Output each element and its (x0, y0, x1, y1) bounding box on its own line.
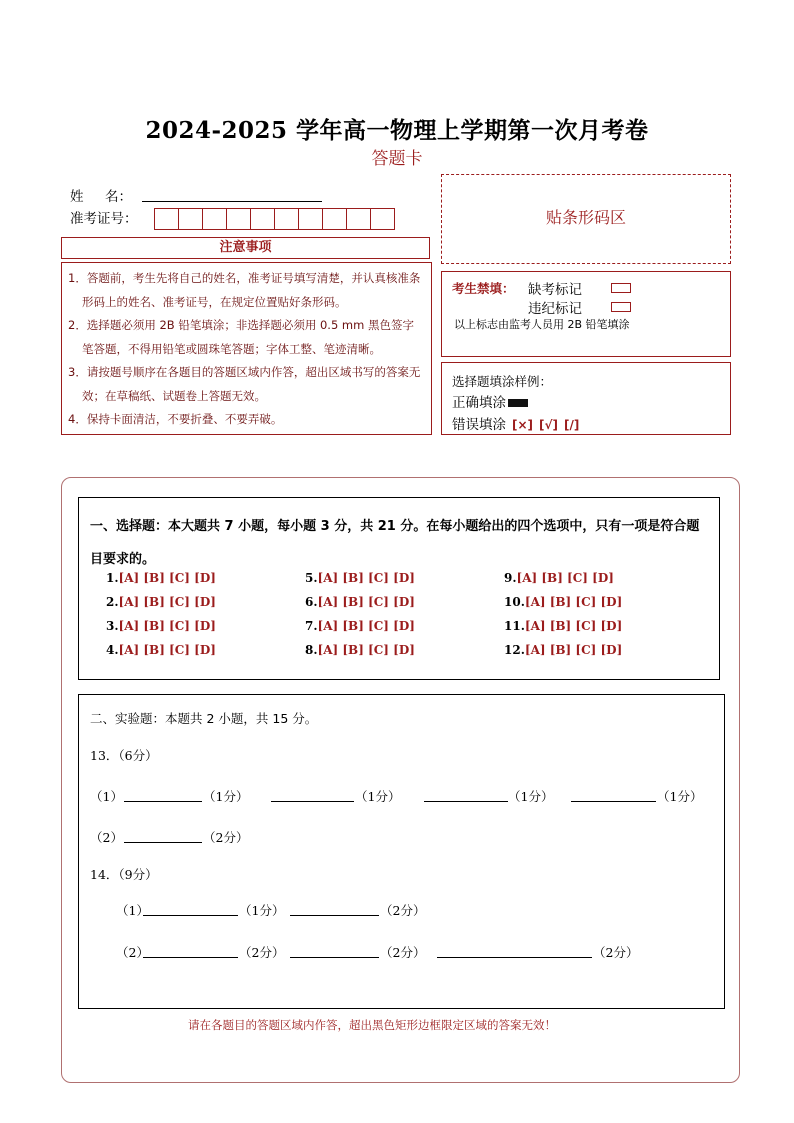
footer-warning: 请在各题目的答题区域内作答，超出黑色矩形边框限定区域的答案无效！ (188, 1018, 556, 1032)
violation-mark-label: 违纪标记 (528, 301, 582, 317)
multiple-choice-section (78, 497, 720, 680)
wrong-mark: [√] (539, 418, 559, 432)
examiner-only-box (441, 271, 731, 357)
correct-fill-label: 正确填涂 (452, 395, 506, 411)
points-label: （1分） (508, 789, 554, 804)
choice-row[interactable]: 8.[A] [B] [C] [D] (305, 643, 415, 657)
choice-row[interactable]: 12.[A] [B] [C] [D] (504, 643, 623, 657)
choice-row[interactable]: 7.[A] [B] [C] [D] (305, 619, 415, 633)
id-label: 准考证号： (70, 211, 138, 227)
choice-row[interactable]: 5.[A] [B] [C] [D] (305, 571, 415, 585)
notice-item: 4．保持卡面清洁，不要折叠、不要弄破。 (68, 412, 283, 426)
wrong-mark: [/] (564, 418, 580, 432)
points-label: （1分） (203, 789, 249, 804)
choice-row[interactable]: 3.[A] [B] [C] [D] (106, 619, 216, 633)
answer-blank[interactable] (437, 957, 592, 958)
choice-row[interactable]: 4.[A] [B] [C] [D] (106, 643, 216, 657)
notice-item: 2．选择题必须用 2B 铅笔填涂；非选择题必须用 0.5 mm 黑色签字笔答题，不得用铅笔或圆珠笔答题；字体工整、笔迹清晰。 (68, 318, 414, 356)
choice-row[interactable]: 10.[A] [B] [C] [D] (504, 595, 623, 609)
points-label: （2分） (380, 903, 426, 918)
id-digit-box[interactable] (250, 208, 275, 230)
section1-heading: 一、选择题：本大题共 7 小题，每小题 3 分，共 21 分。在每小题给出的四个选项中，只有一项是符合题目要求的。 (90, 519, 700, 567)
choice-row[interactable]: 9.[A] [B] [C] [D] (504, 571, 614, 585)
choice-row[interactable]: 2.[A] [B] [C] [D] (106, 595, 216, 609)
question-14-label: 14．（9分） (90, 867, 158, 882)
id-digit-box[interactable] (370, 208, 395, 230)
name-label: 姓 名： (70, 189, 132, 205)
section2-heading: 二、实验题：本题共 2 小题，共 15 分。 (90, 711, 318, 726)
question-13-label: 13．（6分） (90, 748, 158, 763)
points-label: （1分） (657, 789, 703, 804)
notice-item: 3．请按题号顺序在各题目的答题区域内作答，超出区域书写的答案无效；在草稿纸、试题卷上答题无效。 (68, 365, 421, 403)
points-label: （2分） (203, 830, 249, 845)
id-digit-box[interactable] (226, 208, 251, 230)
answer-blank[interactable] (124, 801, 202, 802)
fill-sample-box (441, 362, 731, 435)
id-digit-box[interactable] (178, 208, 203, 230)
absent-mark-box[interactable] (611, 283, 631, 293)
barcode-area: 贴条形码区 (441, 174, 731, 264)
page-title: 2024-2025 学年高一物理上学期第一次月考卷 (145, 117, 649, 144)
choice-row[interactable]: 6.[A] [B] [C] [D] (305, 595, 415, 609)
answer-blank[interactable] (571, 801, 656, 802)
part-label: （2） (116, 945, 149, 960)
points-label: （2分） (380, 945, 426, 960)
notice-heading: 注意事项 (61, 237, 430, 259)
answer-blank[interactable] (290, 957, 379, 958)
answer-blank[interactable] (290, 915, 379, 916)
filled-bar-icon (508, 399, 528, 407)
name-field[interactable] (142, 201, 322, 202)
notice-list (61, 262, 432, 435)
id-digit-box[interactable] (274, 208, 299, 230)
points-label: （1分） (239, 903, 285, 918)
sample-title: 选择题填涂样例： (452, 374, 553, 389)
answer-blank[interactable] (124, 842, 202, 843)
notice-item: 1．答题前，考生先将自己的姓名，准考证号填写清楚，并认真核准条形码上的姓名、准考证号，在规定位置贴好条形码。 (68, 271, 421, 309)
page-subtitle: 答题卡 (371, 149, 423, 169)
part-label: （2） (90, 830, 123, 845)
experiment-section (78, 694, 725, 1009)
choice-row[interactable]: 11.[A] [B] [C] [D] (504, 619, 623, 633)
id-digit-box[interactable] (154, 208, 179, 230)
answer-blank[interactable] (143, 915, 238, 916)
points-label: （2分） (593, 945, 639, 960)
forbid-title: 考生禁填： (452, 281, 515, 296)
answer-blank[interactable] (424, 801, 508, 802)
part-label: （1） (90, 789, 123, 804)
id-digit-box[interactable] (346, 208, 371, 230)
points-label: （2分） (239, 945, 285, 960)
id-digit-box[interactable] (322, 208, 347, 230)
wrong-fill-label: 错误填涂 (452, 417, 506, 433)
id-number-field[interactable] (155, 208, 395, 230)
wrong-mark: [×] (512, 418, 534, 432)
choice-row[interactable]: 1.[A] [B] [C] [D] (106, 571, 216, 585)
answer-blank[interactable] (271, 801, 354, 802)
absent-mark-label: 缺考标记 (528, 282, 582, 298)
id-digit-box[interactable] (298, 208, 323, 230)
violation-mark-box[interactable] (611, 302, 631, 312)
part-label: （1） (116, 903, 149, 918)
forbid-note: 以上标志由监考人员用 2B 铅笔填涂 (454, 318, 630, 331)
answer-blank[interactable] (143, 957, 238, 958)
id-digit-box[interactable] (202, 208, 227, 230)
points-label: （1分） (355, 789, 401, 804)
